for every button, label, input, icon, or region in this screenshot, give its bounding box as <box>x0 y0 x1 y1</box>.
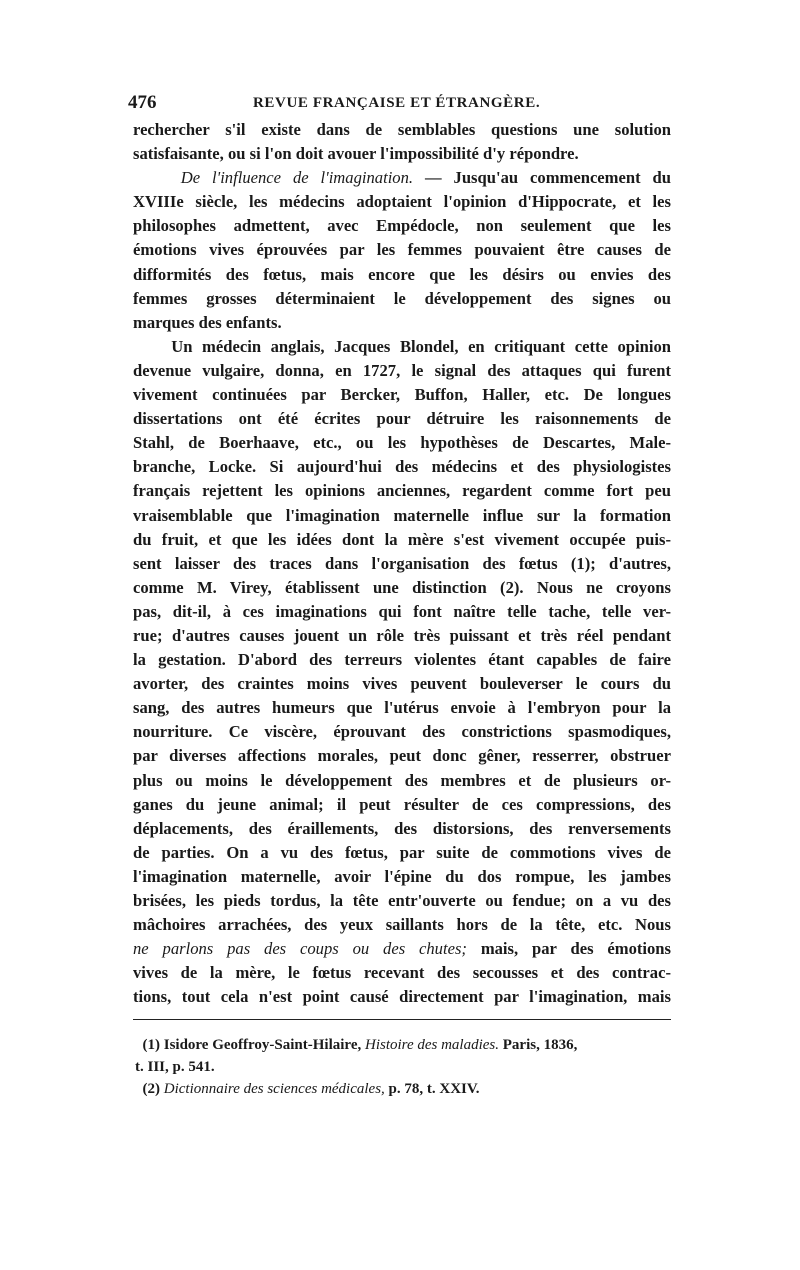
text-fragment: — Jusqu'au commencement du <box>425 168 672 188</box>
text-line: sang, des autres humeurs que l'utérus envoie à l'embryon pour la <box>133 698 671 718</box>
text-line: français rejettent les opinions anciennes, regardent comme fort peu <box>133 481 671 501</box>
text-line: rechercher s'il existe dans de semblables questions une solution <box>133 120 671 139</box>
text-line: XVIIIe siècle, les médecins adoptaient l'opinion d'Hippocrate, et les <box>133 192 671 212</box>
text-line: de parties. On a vu des fœtus, par suite de commotions vives de <box>133 842 671 862</box>
footnote-text: (2) <box>142 1081 164 1098</box>
running-title: REVUE FRANÇAISE ET ÉTRANGÈRE. <box>253 95 541 111</box>
footnote-2 <box>133 1078 671 1100</box>
footnote-text: (1) Isidore Geoffroy-Saint-Hilaire, <box>142 1037 365 1054</box>
text-line: femmes grosses déterminaient le développement des signes ou <box>133 288 671 308</box>
page-number: 476 <box>128 92 157 113</box>
footnote-1 <box>133 1034 671 1056</box>
text-line: branche, Locke. Si aujourd'hui des médecins et des physiologistes <box>133 457 671 477</box>
text-line: pas, dit-il, à ces imaginations qui font naître telle tache, telle ver- <box>133 601 671 621</box>
text-line: comme M. Virey, établissent une distinction (2). Nous ne croyons <box>133 577 671 597</box>
footnote-text: Paris, 1836, <box>499 1037 578 1054</box>
italic-phrase: ne parlons pas des coups ou des chutes; <box>133 939 467 959</box>
footnote-text: t. III, p. 541. <box>135 1059 215 1076</box>
text-line: Stahl, de Boerhaave, etc., ou les hypothèses de Descartes, Male- <box>133 433 671 453</box>
footnote-title: Dictionnaire des sciences médicales, <box>163 1081 385 1098</box>
text-line: la gestation. D'abord des terreurs violentes étant capables de faire <box>133 650 671 670</box>
text-line: plus ou moins le développement des membres et de plusieurs or- <box>133 770 671 790</box>
text-line: par diverses affections morales, peut donc gêner, resserrer, obstruer <box>133 746 671 766</box>
paragraph-3 <box>133 335 671 1010</box>
text-line: sent laisser des traces dans l'organisation des fœtus (1); d'autres, <box>133 553 671 573</box>
text-line: déplacements, des éraillements, des distorsions, des renversements <box>133 818 671 838</box>
footnote-text: p. 78, t. XXIV. <box>384 1081 480 1098</box>
footnote-rule <box>133 1019 671 1020</box>
section-heading: De l'influence de l'imagination. <box>180 168 414 188</box>
text-line: marques des enfants. <box>133 312 282 332</box>
text-line: émotions vives éprouvées par les femmes pouvaient être causes de <box>133 240 671 260</box>
text-line: satisfaisante, ou si l'on doit avouer l'impossibilité d'y répondre. <box>133 144 579 164</box>
text-line: l'imagination maternelle, avoir l'épine du dos rompue, les jambes <box>133 866 671 886</box>
text-line: ganes du jeune animal; il peut résulter de ces compressions, des <box>133 794 671 814</box>
text-line: dissertations ont été écrites pour détruire les raisonnements de <box>133 409 671 429</box>
footnote-1-continued <box>133 1056 671 1078</box>
paragraph-1 <box>133 118 671 166</box>
text-line: du fruit, et que les idées dont la mère s'est vivement occupée puis- <box>133 529 671 549</box>
text-line: rue; d'autres causes jouent un rôle très puissant et très réel pendant <box>133 625 671 645</box>
text-line: nourriture. Ce viscère, éprouvant des constrictions spasmodiques, <box>133 722 671 742</box>
text-line: avorter, des craintes moins vives peuvent bouleverser le cours du <box>133 674 671 694</box>
text-line: difformités des fœtus, mais encore que les désirs ou envies des <box>133 264 671 284</box>
body-text <box>133 118 671 1009</box>
text-line: vraisemblable que l'imagination maternelle influe sur la formation <box>133 505 671 525</box>
text-line <box>133 335 671 359</box>
text-line: vives de la mère, le fœtus recevant des secousses et des contrac- <box>133 963 671 983</box>
text-line: devenue vulgaire, donna, en 1727, le signal des attaques qui furent <box>133 360 671 380</box>
document-page <box>128 92 672 1100</box>
text-line: brisées, les pieds tordus, la tête entr'ouverte ou fendue; on a vu des <box>133 891 671 910</box>
text-line: ​ De l'influence de l'imagination. — Jusqu'au commencement du <box>133 168 672 188</box>
text-line: vivement continuées par Bercker, Buffon, Haller, etc. De longues <box>133 385 671 405</box>
running-header <box>128 92 671 118</box>
footnote-title: Histoire des maladies. <box>364 1037 500 1054</box>
text-fragment: Un médecin anglais, Jacques Blondel, en critiquant cette opinion <box>171 336 671 356</box>
text-line: tions, tout cela n'est point causé directement par l'imagination, mais <box>133 987 671 1007</box>
text-line: mâchoires arrachées, des yeux saillants hors de la tête, etc. Nous <box>133 915 671 935</box>
text-line <box>133 937 671 961</box>
text-fragment: mais, par des émotions <box>466 939 671 959</box>
paragraph-2 <box>133 166 671 335</box>
footnotes <box>133 1034 671 1100</box>
text-line: philosophes admettent, avec Empédocle, non seulement que les <box>133 216 671 236</box>
